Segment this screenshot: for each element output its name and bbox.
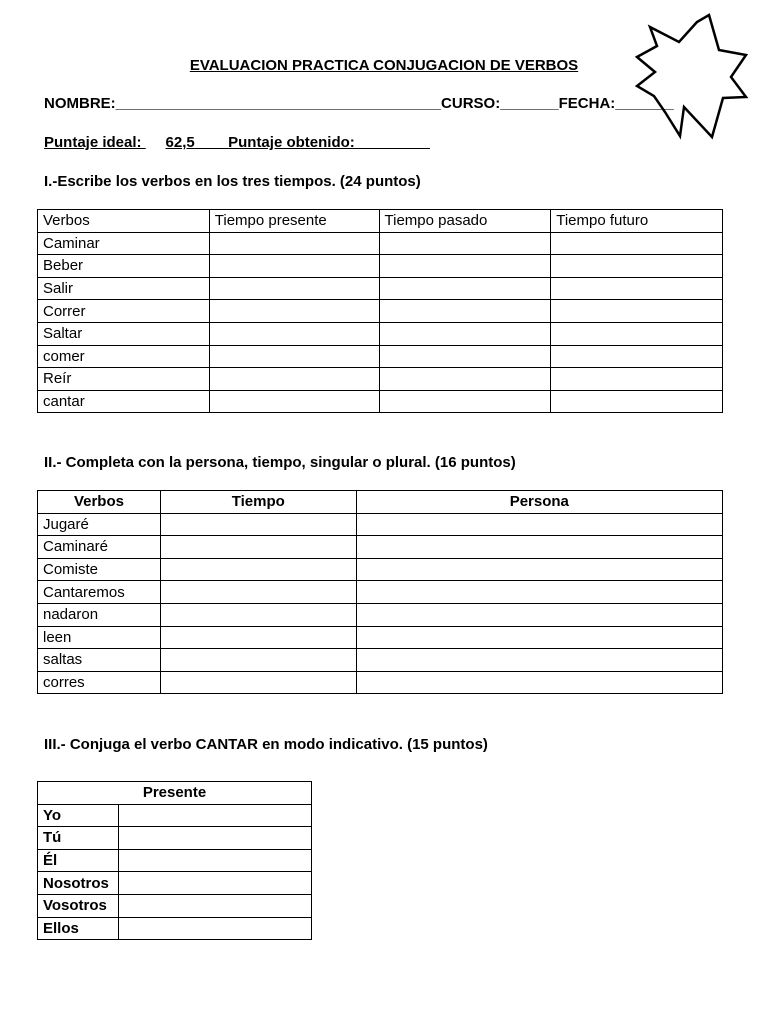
answer-cell[interactable]	[160, 626, 356, 649]
answer-cell[interactable]	[379, 232, 551, 255]
verb-cell: Jugaré	[38, 513, 161, 536]
puntaje-ideal-label: Puntaje ideal:	[44, 134, 142, 151]
table-row	[38, 232, 723, 255]
nombre-label: NOMBRE:	[44, 95, 116, 112]
verb-cell: saltas	[38, 649, 161, 672]
answer-cell[interactable]	[209, 255, 379, 278]
answer-cell[interactable]	[551, 322, 723, 345]
table-row	[38, 368, 723, 391]
student-info-line	[44, 95, 674, 112]
answer-cell[interactable]	[551, 390, 723, 413]
pronoun-cell: Él	[38, 849, 119, 872]
pronoun-cell: Nosotros	[38, 872, 119, 895]
verb-cell: Correr	[38, 300, 210, 323]
answer-cell[interactable]	[209, 277, 379, 300]
answer-cell[interactable]	[118, 872, 311, 895]
answer-cell[interactable]	[356, 626, 722, 649]
column-header: Persona	[356, 491, 722, 514]
nombre-blank[interactable]: _______________________________________	[115, 95, 442, 112]
verb-cell: comer	[38, 345, 210, 368]
verb-cell: leen	[38, 626, 161, 649]
curso-blank[interactable]: _______	[500, 95, 559, 112]
answer-cell[interactable]	[379, 368, 551, 391]
answer-cell[interactable]	[551, 368, 723, 391]
table-row	[38, 300, 723, 323]
table-row	[38, 513, 723, 536]
verb-cell: nadaron	[38, 603, 161, 626]
answer-cell[interactable]	[160, 603, 356, 626]
section-1-heading: I.-Escribe los verbos en los tres tiempos. (24 puntos)	[44, 173, 421, 190]
table-header-row	[38, 491, 723, 514]
puntaje-ideal-value: 62,5	[165, 134, 195, 151]
section-2-heading: II.- Completa con la persona, tiempo, singular o plural. (16 puntos)	[44, 454, 516, 471]
answer-cell[interactable]	[356, 558, 722, 581]
table-row	[38, 558, 723, 581]
verb-cell: Comiste	[38, 558, 161, 581]
answer-cell[interactable]	[118, 827, 311, 850]
answer-cell[interactable]	[160, 581, 356, 604]
answer-cell[interactable]	[379, 390, 551, 413]
column-header: Tiempo	[160, 491, 356, 514]
table-header-row	[38, 782, 312, 805]
column-header: Verbos	[38, 210, 210, 233]
column-header: Presente	[38, 782, 312, 805]
answer-cell[interactable]	[160, 649, 356, 672]
answer-cell[interactable]	[209, 322, 379, 345]
answer-cell[interactable]	[118, 849, 311, 872]
fecha-blank[interactable]: _______	[615, 95, 674, 112]
table-row	[38, 536, 723, 559]
answer-cell[interactable]	[209, 368, 379, 391]
pronoun-cell: Tú	[38, 827, 119, 850]
verb-cell: Beber	[38, 255, 210, 278]
answer-cell[interactable]	[209, 390, 379, 413]
answer-cell[interactable]	[160, 536, 356, 559]
answer-cell[interactable]	[551, 277, 723, 300]
conjugation-table	[37, 781, 312, 940]
page-title: EVALUACION PRACTICA CONJUGACION DE VERBOS	[189, 57, 579, 74]
answer-cell[interactable]	[356, 603, 722, 626]
table-row	[38, 649, 723, 672]
pronoun-cell: Vosotros	[38, 894, 119, 917]
table-row	[38, 917, 312, 940]
answer-cell[interactable]	[356, 536, 722, 559]
table-row	[38, 626, 723, 649]
answer-cell[interactable]	[118, 917, 311, 940]
table-row	[38, 255, 723, 278]
answer-cell[interactable]	[356, 513, 722, 536]
answer-cell[interactable]	[160, 513, 356, 536]
puntaje-ideal-blank[interactable]: ____	[194, 134, 229, 151]
answer-cell[interactable]	[160, 671, 356, 694]
puntaje-obtenido-label: Puntaje obtenido:	[228, 134, 355, 151]
table-row	[38, 322, 723, 345]
pronoun-cell: Yo	[38, 804, 119, 827]
verb-cell: Salir	[38, 277, 210, 300]
answer-cell[interactable]	[209, 300, 379, 323]
table-row	[38, 390, 723, 413]
curso-label: CURSO:	[441, 95, 501, 112]
answer-cell[interactable]	[209, 345, 379, 368]
verb-cell: Reír	[38, 368, 210, 391]
table-header-row	[38, 210, 723, 233]
fecha-label: FECHA:	[558, 95, 616, 112]
verb-person-table	[37, 490, 723, 694]
answer-cell[interactable]	[356, 671, 722, 694]
table-row	[38, 603, 723, 626]
column-header: Tiempo pasado	[379, 210, 551, 233]
answer-cell[interactable]	[379, 277, 551, 300]
answer-cell[interactable]	[160, 558, 356, 581]
answer-cell[interactable]	[379, 255, 551, 278]
verb-cell: corres	[38, 671, 161, 694]
answer-cell[interactable]	[551, 345, 723, 368]
table-row	[38, 581, 723, 604]
answer-cell[interactable]	[379, 322, 551, 345]
column-header: Tiempo futuro	[551, 210, 723, 233]
score-line	[44, 134, 430, 151]
answer-cell[interactable]	[118, 894, 311, 917]
table-row	[38, 894, 312, 917]
table-row	[38, 277, 723, 300]
answer-cell[interactable]	[209, 232, 379, 255]
verb-tenses-table	[37, 209, 723, 413]
verb-cell: Cantaremos	[38, 581, 161, 604]
table-row	[38, 849, 312, 872]
answer-cell[interactable]	[356, 581, 722, 604]
answer-cell[interactable]	[356, 649, 722, 672]
answer-cell[interactable]	[551, 232, 723, 255]
answer-cell[interactable]	[118, 804, 311, 827]
column-header: Tiempo presente	[209, 210, 379, 233]
table-row	[38, 827, 312, 850]
verb-cell: Caminaré	[38, 536, 161, 559]
table-row	[38, 804, 312, 827]
verb-cell: Saltar	[38, 322, 210, 345]
table-row	[38, 872, 312, 895]
answer-cell[interactable]	[379, 300, 551, 323]
answer-cell[interactable]	[379, 345, 551, 368]
table-row	[38, 345, 723, 368]
section-3-heading: III.- Conjuga el verbo CANTAR en modo indicativo. (15 puntos)	[44, 736, 488, 753]
answer-cell[interactable]	[551, 255, 723, 278]
puntaje-obtenido-blank[interactable]: _________	[354, 134, 430, 151]
verb-cell: cantar	[38, 390, 210, 413]
answer-cell[interactable]	[551, 300, 723, 323]
verb-cell: Caminar	[38, 232, 210, 255]
column-header: Verbos	[38, 491, 161, 514]
pronoun-cell: Ellos	[38, 917, 119, 940]
table-row	[38, 671, 723, 694]
